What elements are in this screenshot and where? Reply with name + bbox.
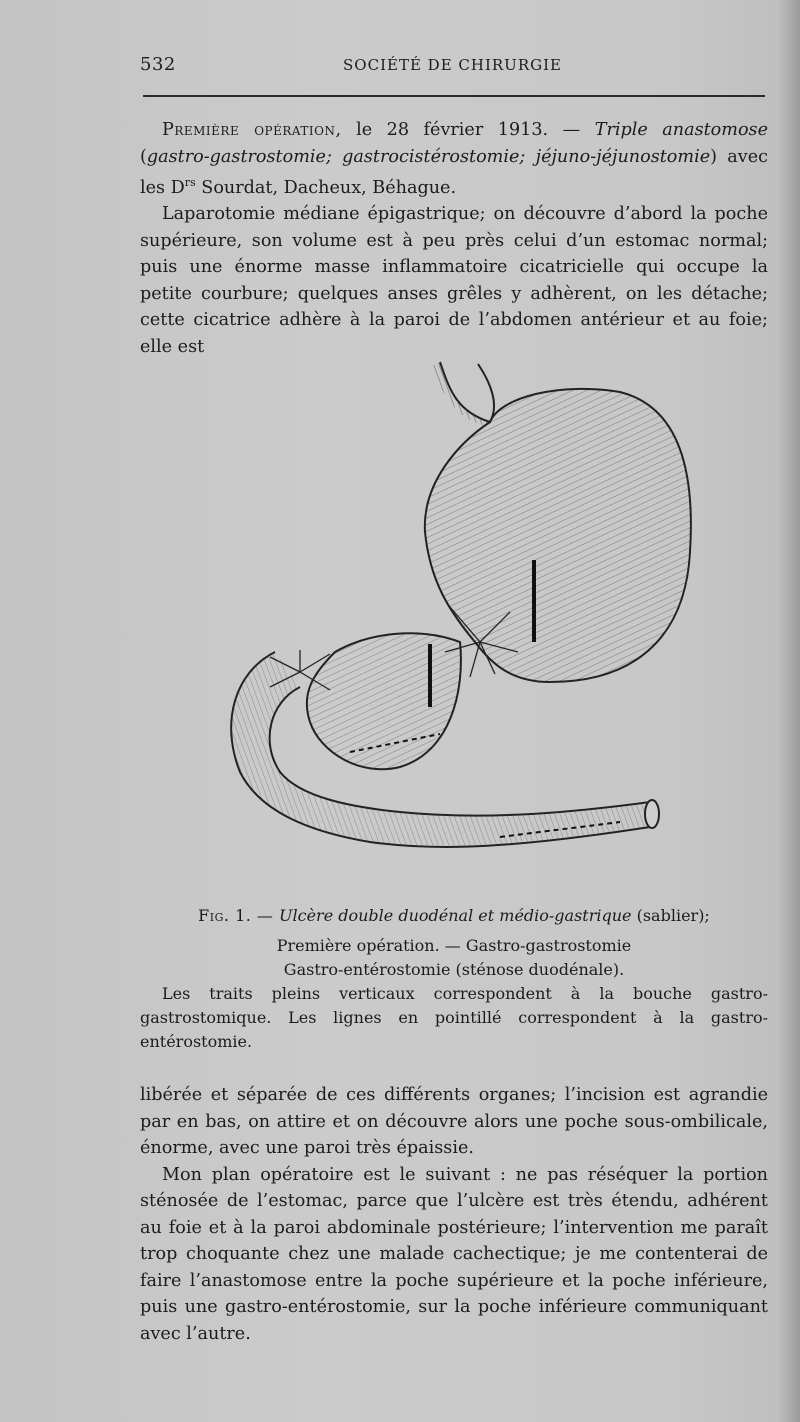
page-header [140, 54, 765, 80]
stomach-figure [200, 352, 700, 892]
esophagus-hatching [432, 362, 490, 426]
figure-caption-line-3: Gastro-entérostomie (sténose duodénale). [283, 960, 625, 979]
figure-title-suffix: (sablier); [631, 906, 710, 925]
doctors-names: Sourdat, Dacheux, Béhague. [195, 177, 457, 198]
figure-label: Fig. 1. — [198, 906, 280, 925]
figure-caption [140, 904, 768, 1054]
body-continued [140, 1082, 768, 1347]
with-doctors: avec les D [140, 146, 768, 198]
lower-stomach-pouch [307, 633, 461, 769]
figure-note: Les traits pleins verticaux correspondent à la bouche gastro-gastrostomique. Les lignes en pointillé correspondent à la gastro-entérostomie. [140, 984, 768, 1051]
jejunum-cut-end [645, 800, 659, 828]
upper-stomach-pouch [425, 389, 691, 682]
intro-block [140, 117, 768, 360]
operation-label: Première opération, [162, 120, 342, 140]
running-title: SOCIÉTÉ DE CHIRURGIE [343, 56, 562, 74]
page-number: 532 [140, 54, 176, 75]
paren-open: ( [140, 146, 147, 167]
operation-procedures: gastro-gastrostomie; gastrocistérostomie; jéjuno-jéjunostomie [146, 146, 711, 167]
operation-date: le 28 février 1913. — [341, 120, 595, 140]
paren-close: ) [710, 146, 718, 167]
doctors-superscript: rs [184, 176, 196, 189]
figure-caption-line-2: Première opération. — Gastro-gastrostomie [276, 936, 632, 955]
operation-title: Triple anastomose [594, 120, 768, 140]
paragraph-2: libérée et séparée de ces différents organes; l’incision est agrandie par en bas, on attire et on découvre alors une poche sous-ombilicale, énorme, avec une paroi très épaissie. [140, 1085, 768, 1158]
figure-caption-line-1 [140, 904, 768, 928]
page-edge-shadow [778, 0, 800, 1422]
paragraph-1: Laparotomie médiane épigastrique; on découvre d’abord la poche supérieure, son volume est à peu près celui d’un estomac normal; puis une énorme masse inflammatoire cicatricielle qui occupe la petite courbure; quelques anses grêles y adhèrent, on les détache; cette cicatrice adhère à la paroi de l’abdomen antérieur et au foie; elle est [140, 204, 768, 357]
paragraph-3: Mon plan opératoire est le suivant : ne pas réséquer la portion sténosée de l’estomac, parce que l’ulcère est très étendu, adhérent au foie et à la paroi abdominale postérieure; l’intervention me paraît trop choquante chez une malade cachectique; je me contenterai de faire l’anastomose entre la poche supérieure et la poche inférieure, puis une gastro-entérostomie, sur la poche inférieure communiquant avec l’autre. [140, 1164, 768, 1344]
operation-heading [140, 117, 768, 201]
figure-title: Ulcère double duodénal et médio-gastrique [279, 906, 632, 925]
header-rule [143, 95, 765, 97]
